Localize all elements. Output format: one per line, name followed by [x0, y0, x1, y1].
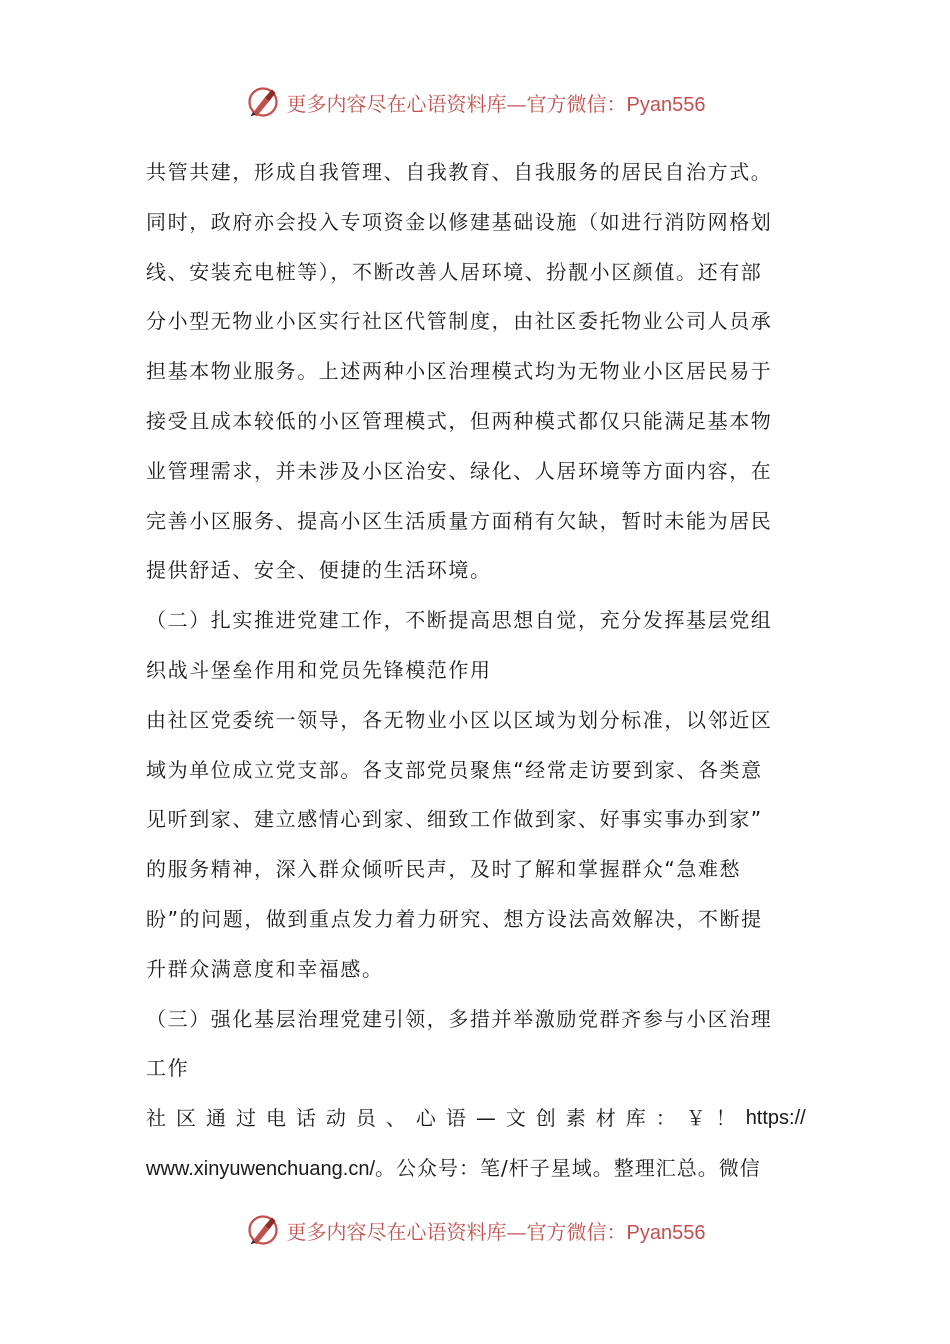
body-line: 共管共建，形成自我管理、自我教育、自我服务的居民自治方式。 — [146, 160, 773, 184]
body-line: 线、安装充电桩等），不断改善人居环境、扮靓小区颜值。还有部 — [146, 259, 763, 284]
url-prefix: https:// — [745, 1107, 806, 1130]
spaced-char: 语 — [445, 1106, 466, 1131]
spaced-char: 材 — [595, 1106, 616, 1131]
body-line: 盼”的问题，做到重点发力着力研究、想方设法高效解决，不断提 — [146, 906, 763, 931]
footer-site-text: 更多内容尽在心语资料库 — [286, 1219, 507, 1244]
section-heading-line: （三）强化基层治理党建引领，多措并举激励党群齐参与小区治理 — [146, 1006, 773, 1031]
spaced-char: ： — [655, 1106, 676, 1131]
spaced-char: 动 — [325, 1106, 346, 1131]
header-wechat-id: Pyan556 — [626, 93, 706, 116]
header-banner — [0, 82, 950, 122]
body-line: 完善小区服务、提高小区生活质量方面稍有欠缺，暂时未能为居民 — [146, 508, 773, 533]
section-heading-line: 织战斗堡垒作用和党员先锋模范作用 — [146, 657, 492, 682]
footer-dash: — — [506, 1219, 527, 1244]
url-line — [146, 1144, 806, 1194]
body-line: 业管理需求，并未涉及小区治安、绿化、人居环境等方面内容，在 — [146, 458, 773, 483]
section-heading-line: （二）扎实推进党建工作，不断提高思想自觉，充分发挥基层党组 — [146, 608, 773, 633]
spaced-char: ！ — [715, 1106, 736, 1131]
document-body — [146, 148, 806, 1194]
spaced-char: 素 — [565, 1106, 586, 1131]
spaced-char: 区 — [175, 1106, 196, 1131]
website-url: www.xinyuwenchuang.cn/ — [146, 1157, 376, 1180]
pen-logo-icon — [245, 1212, 281, 1248]
footer-banner-text — [287, 1216, 706, 1245]
body-line: 由社区党委统一领导，各无物业小区以区域为划分标准，以邻近区 — [146, 707, 773, 732]
header-dash: — — [506, 91, 527, 116]
body-line: 接受且成本较低的小区管理模式，但两种模式都仅只能满足基本物 — [146, 408, 773, 433]
body-line: 同时，政府亦会投入专项资金以修建基础设施（如进行消防网格划 — [146, 209, 773, 234]
pen-logo-icon — [245, 84, 281, 120]
spaced-char: 心 — [415, 1106, 436, 1131]
header-wechat-label: 官方微信： — [526, 91, 627, 116]
spaced-char: ￥ — [685, 1106, 706, 1131]
spaced-char: 过 — [235, 1106, 256, 1131]
spaced-line — [146, 1094, 806, 1144]
header-banner-text — [287, 88, 706, 117]
spaced-char: 库 — [625, 1106, 646, 1131]
spaced-char: 话 — [295, 1106, 316, 1131]
spaced-char: 文 — [505, 1106, 526, 1131]
spaced-char: 创 — [535, 1106, 556, 1131]
spaced-char: 员 — [355, 1106, 376, 1131]
spaced-char: 社 — [146, 1106, 166, 1131]
footer-banner — [0, 1210, 950, 1250]
spaced-char: 、 — [385, 1106, 406, 1131]
body-line: 提供舒适、安全、便捷的生活环境。 — [146, 558, 492, 583]
url-line-rest: 。公众号：笔/杆子星域。整理汇总。微信 — [375, 1155, 761, 1180]
body-line: 的服务精神，深入群众倾听民声，及时了解和掌握群众“急难愁 — [146, 857, 742, 882]
footer-wechat-id: Pyan556 — [626, 1221, 706, 1244]
body-line: 担基本物业服务。上述两种小区治理模式均为无物业小区居民易于 — [146, 359, 773, 384]
body-line: 升群众满意度和幸福感。 — [146, 956, 384, 981]
header-site-text: 更多内容尽在心语资料库 — [286, 91, 507, 116]
spaced-char: 电 — [265, 1106, 286, 1131]
spaced-char: 通 — [205, 1106, 226, 1131]
body-line: 域为单位成立党支部。各支部党员聚焦“经常走访要到家、各类意 — [146, 757, 763, 782]
body-line: 分小型无物业小区实行社区代管制度，由社区委托物业公司人员承 — [146, 309, 773, 334]
section-heading-line: 工作 — [146, 1056, 190, 1081]
body-line: 见听到家、建立感情心到家、细致工作做到家、好事实事办到家” — [146, 807, 763, 832]
footer-wechat-label: 官方微信： — [526, 1219, 627, 1244]
spaced-char: — — [475, 1106, 496, 1131]
